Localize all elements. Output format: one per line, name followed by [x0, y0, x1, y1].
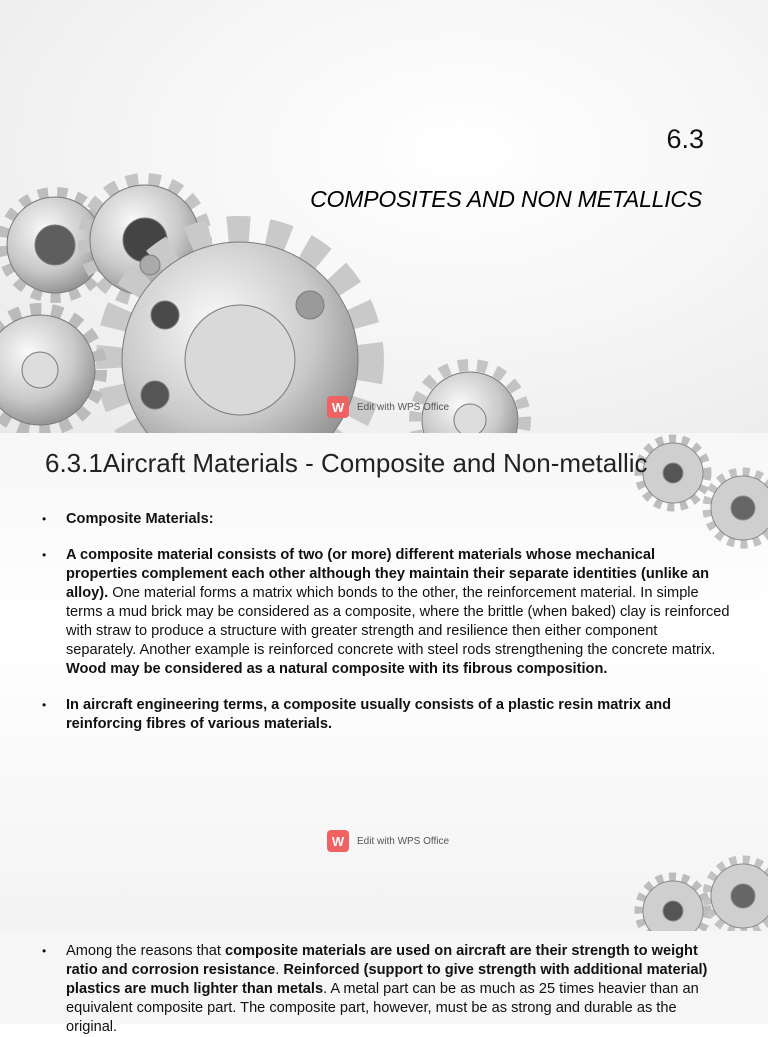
bullet-2-body: One material forms a matrix which bonds to the other, the reinforcement material. In simple terms a mud brick may be considered as a composite, where the brittle (when baked) clay is reinforced with straw to produce a structure with greater strength and resilience then either component separately. Another example is reinforced concrete with steel rods strengthening the concrete matrix. [66, 585, 730, 658]
title-slide [0, 0, 768, 433]
bullet-definition [42, 546, 730, 679]
wps-logo-icon: W [327, 396, 349, 418]
slide-title: COMPOSITES AND NON METALLICS [310, 186, 702, 212]
reasons-text-1: Among the reasons that [66, 943, 226, 959]
wps-watermark-2[interactable] [327, 830, 449, 852]
bullet-list [42, 510, 730, 751]
slide-number: 6.3 [666, 124, 704, 154]
bullet-list-2 [42, 942, 730, 1037]
wps-watermark[interactable] [327, 396, 449, 418]
bullet-2-bold-a: A composite material consists of two (or more) different materials whose mechanical properties complement each other although they maintain their separate identities (unlike an alloy). [66, 547, 710, 601]
next-slide-partial [0, 931, 768, 1035]
content-slide [0, 433, 768, 931]
wps-watermark-text: Edit with WPS Office [357, 835, 450, 847]
section-heading: 6.3.1Aircraft Materials - Composite and Non-metallic [45, 448, 648, 478]
wps-logo-icon: W [327, 830, 349, 852]
bullet-aircraft-terms [42, 696, 730, 734]
wps-watermark-text: Edit with WPS Office [357, 401, 450, 413]
reasons-bold-1: composite materials are used on aircraft are their strength to weight ratio and corrosion resistance [66, 943, 698, 978]
bullet-1-text: Composite Materials: [66, 511, 214, 527]
gears-decoration-icon [0, 0, 540, 433]
bullet-composite-materials [42, 510, 730, 529]
reasons-bold-2: Reinforced (support to give strength with additional material) plastics are much lighter than metals [66, 962, 708, 997]
bullet-2-bold-b: Wood may be considered as a natural composite with its fibrous composition. [66, 661, 608, 677]
bullet-reasons [42, 942, 730, 1037]
reasons-text-3: . A metal part can be as much as 25 times heavier than an equivalent composite part. The composite part, however, must be as strong and durable as the original. [66, 981, 699, 1035]
bullet-3-text: In aircraft engineering terms, a composite usually consists of a plastic resin matrix and reinforcing fibres of various materials. [66, 697, 672, 732]
reasons-text-2: . [275, 962, 284, 978]
